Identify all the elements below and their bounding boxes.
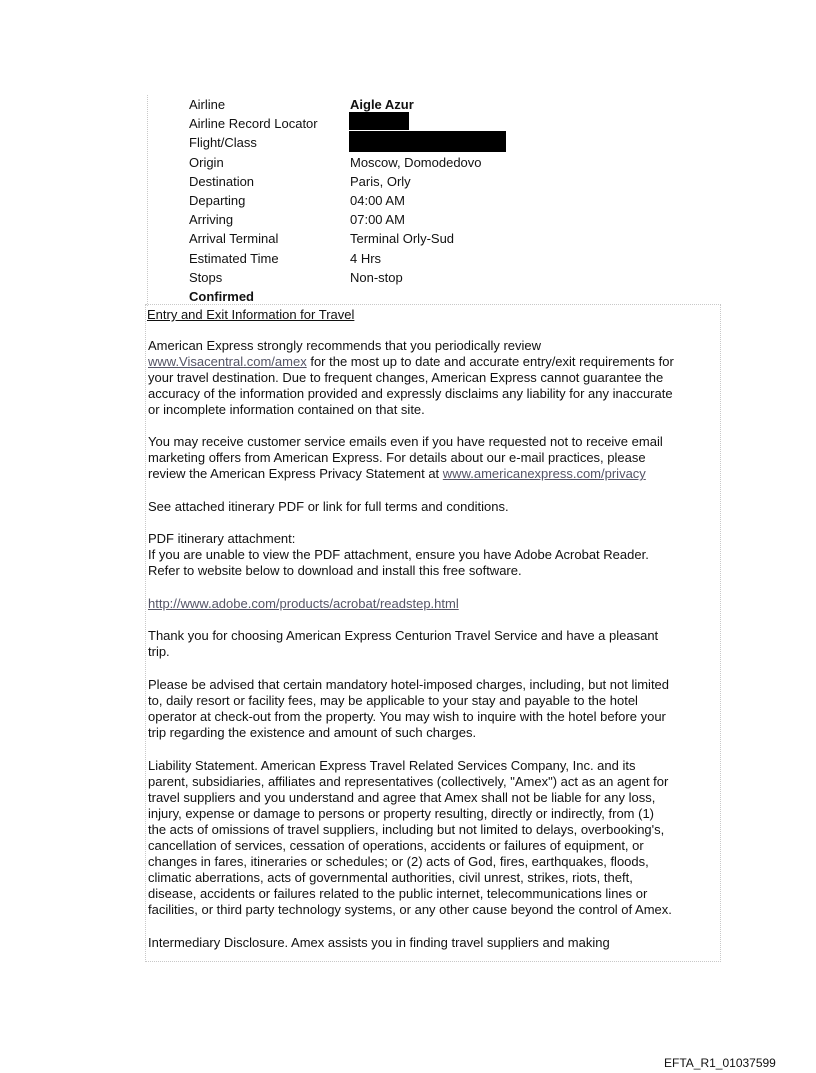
booking-status: Confirmed <box>189 288 254 304</box>
travel-info-box <box>145 304 721 962</box>
text-line: marketing offers from American Express. For details about our e-mail practices, please <box>148 450 646 465</box>
redaction-block-flight-class <box>349 131 506 152</box>
text-line: operator at check-out from the property. You may wish to inquire with the hotel before your <box>148 709 666 724</box>
flight-value: 04:00 AM <box>350 192 405 208</box>
flight-label: Arriving <box>189 212 234 228</box>
text-line: Please be advised that certain mandatory hotel-imposed charges, including, but not limited <box>148 677 670 692</box>
flight-value: 07:00 AM <box>350 212 405 228</box>
adobe-reader-link[interactable]: http://www.adobe.com/products/acrobat/readstep.html <box>148 596 459 611</box>
thank-you-paragraph <box>148 628 720 660</box>
flight-label: Flight/Class <box>189 135 257 151</box>
text-line: or incomplete information contained on that site. <box>148 402 425 417</box>
text-line: American Express strongly recommends that you periodically review <box>148 338 542 353</box>
flight-row-arrival-terminal <box>148 229 568 248</box>
text-span: review the American Express Privacy Statement at <box>148 466 443 481</box>
text-line: to, daily resort or facility fees, may be applicable to your stay and payable to the hotel <box>148 693 638 708</box>
text-line: changes in fares, itineraries or schedules; or (2) acts of God, fires, earthquakes, floods, <box>148 854 649 869</box>
text-line: trip regarding the existence and amount of such charges. <box>148 725 477 740</box>
intermediary-paragraph <box>148 935 720 951</box>
flight-label: Estimated Time <box>189 250 279 266</box>
text-line <box>148 354 720 370</box>
text-line: If you are unable to view the PDF attachment, ensure you have Adobe Acrobat Reader. <box>148 547 649 562</box>
flight-label: Airline Record Locator <box>189 116 318 132</box>
flight-row-stops <box>148 268 568 287</box>
flight-row-departing <box>148 191 568 210</box>
flight-value: Non-stop <box>350 269 403 285</box>
flight-value: 4 Hrs <box>350 250 382 266</box>
privacy-paragraph <box>148 434 720 482</box>
redaction-block-record-locator <box>349 112 409 130</box>
flight-label: Arrival Terminal <box>189 231 279 247</box>
text-line: Thank you for choosing American Express Centurion Travel Service and have a pleasant <box>148 628 659 643</box>
flight-label: Destination <box>189 173 255 189</box>
flight-value: Paris, Orly <box>350 173 411 189</box>
text-line: accuracy of the information provided and expressly disclaims any liability for any inaccurate <box>148 386 673 401</box>
flight-label: Airline <box>189 97 226 112</box>
pdf-paragraph <box>148 531 720 579</box>
adobe-link-paragraph <box>148 596 720 612</box>
flight-row-arriving <box>148 210 568 229</box>
text-line: injury, expense or damage to persons or property resulting, directly or indirectly, from (1) <box>148 806 655 821</box>
text-line: cancellation of services, cessation of operations, accidents or failures of equipment, or <box>148 838 644 853</box>
flight-value: Terminal Orly-Sud <box>350 231 455 247</box>
flight-label: Departing <box>189 192 246 208</box>
text-line: facilities, or third party technology systems, or any other cause beyond the control of Amex. <box>148 902 672 917</box>
text-line: travel suppliers and you understand and agree that Amex shall not be liable for any loss, <box>148 790 656 805</box>
entry-exit-heading: Entry and Exit Information for Travel <box>147 307 355 322</box>
terms-paragraph <box>148 499 720 515</box>
text-line: the acts of omissions of travel suppliers, including but not limited to delays, overbooking's, <box>148 822 665 837</box>
privacy-link[interactable]: www.americanexpress.com/privacy <box>442 466 646 481</box>
flight-value: Moscow, Domodedovo <box>350 154 482 170</box>
visa-paragraph <box>148 338 720 418</box>
text-line <box>148 466 720 482</box>
text-line: disease, accidents or failures related to the public internet, telecommunications lines or <box>148 886 648 901</box>
text-line: climatic aberrations, acts of governmental authorities, civil unrest, strikes, riots, theft, <box>148 870 633 885</box>
text-line: Liability Statement. American Express Travel Related Services Company, Inc. and its <box>148 758 636 773</box>
text-span: for the most up to date and accurate entry/exit requirements for <box>306 354 674 369</box>
text-line: You may receive customer service emails even if you have requested not to receive email <box>148 434 663 449</box>
text-line: PDF itinerary attachment: <box>148 531 296 546</box>
liability-paragraph <box>148 758 720 918</box>
document-id: EFTA_R1_01037599 <box>664 1056 776 1070</box>
flight-row-destination <box>148 172 568 191</box>
text-line: trip. <box>148 644 170 659</box>
flight-row-origin <box>148 153 568 172</box>
text-line: parent, subsidiaries, affiliates and representatives (collectively, "Amex") act as an agent for <box>148 774 669 789</box>
text-line: See attached itinerary PDF or link for full terms and conditions. <box>148 499 509 514</box>
visacentral-link[interactable]: www.Visacentral.com/amex <box>148 354 307 369</box>
flight-label: Origin <box>189 154 224 170</box>
flight-label: Stops <box>189 269 223 285</box>
flight-row-estimated-time <box>148 249 568 268</box>
text-line <box>148 596 720 612</box>
flight-value: Aigle Azur <box>350 97 414 112</box>
text-line: Refer to website below to download and install this free software. <box>148 563 522 578</box>
text-line: your travel destination. Due to frequent changes, American Express cannot guarantee the <box>148 370 664 385</box>
text-line: Intermediary Disclosure. Amex assists you in finding travel suppliers and making <box>148 935 610 950</box>
hotel-charges-paragraph <box>148 677 720 741</box>
